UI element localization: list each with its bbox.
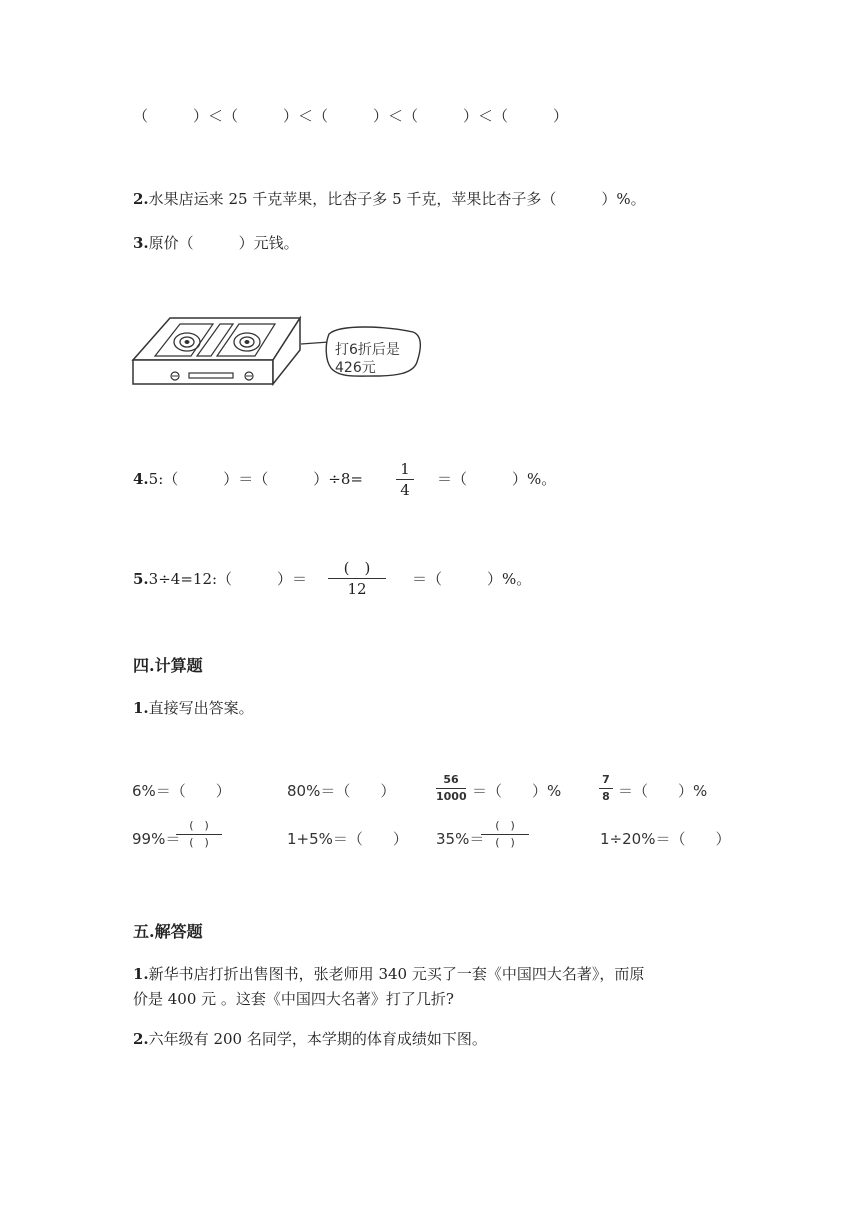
question-text: 水果店运来 25 千克苹果，比杏子多 5 千克，苹果比杏子多（ ）%。	[148, 190, 646, 208]
fraction-blank	[176, 820, 222, 849]
question-number: 1.	[133, 699, 149, 717]
question-number: 4.	[133, 470, 149, 488]
answer-question-2	[133, 1028, 487, 1049]
fraction-numerator: ( )	[343, 559, 371, 577]
fraction-denominator: ( )	[495, 836, 515, 849]
calc-item: 80%＝（ ）	[287, 782, 396, 800]
order-blanks-line: （ ）＜（ ）＜（ ）＜（ ）＜（ ）	[133, 107, 569, 125]
calc-item-head: 99%＝	[132, 830, 181, 848]
fraction-56-over-1000	[436, 774, 466, 803]
fraction-denominator: 1000	[436, 790, 467, 803]
price-tag-line-2: 426元	[335, 360, 376, 376]
fraction-denominator: 12	[347, 580, 367, 598]
question-4	[133, 468, 363, 489]
answer-question-1-line-2: 价是 400 元 。这套《中国四大名著》打了几折?	[133, 990, 454, 1008]
question-number: 1.	[133, 965, 149, 983]
question-2	[133, 188, 646, 209]
fraction-numerator: 1	[400, 460, 410, 478]
question-text-part1: 5:（ ）＝（ ）÷8=	[148, 470, 363, 488]
fraction-denominator: 4	[400, 481, 410, 499]
fraction-numerator: ( )	[189, 819, 209, 832]
calc-item-head: 35%＝	[436, 830, 485, 848]
calc-item-tail: ＝（ ）%	[618, 782, 708, 800]
fraction-numerator: 56	[443, 773, 459, 786]
fraction-denominator: ( )	[189, 836, 209, 849]
fraction-numerator: ( )	[495, 819, 515, 832]
question-number: 3.	[133, 234, 149, 252]
question-text: 六年级有 200 名同学，本学期的体育成绩如下图。	[148, 1030, 487, 1048]
calc-item-tail: ＝（ ）%	[472, 782, 562, 800]
question-text-part1: 3÷4=12:（ ）＝	[148, 570, 308, 588]
question-number: 5.	[133, 570, 149, 588]
question-number: 2.	[133, 1030, 149, 1048]
price-tag-line-1: 打6折后是	[335, 342, 400, 358]
fraction-blank	[481, 820, 529, 849]
question-text: 直接写出答案。	[148, 699, 254, 717]
question-3	[133, 232, 299, 253]
calc-item: 1+5%＝（ ）	[287, 830, 408, 848]
fraction-numerator: 7	[602, 773, 610, 786]
fraction-blank-over-12	[328, 560, 386, 597]
calc-question-1	[133, 697, 254, 718]
question-text: 新华书店打折出售图书，张老师用 340 元买了一套《中国四大名著》，而原	[148, 965, 645, 983]
section-title: 五.解答题	[133, 922, 203, 941]
answer-question-1-line-1	[133, 963, 644, 984]
question-5-tail: ＝（ ）%。	[412, 570, 532, 588]
fraction-7-over-8	[599, 774, 613, 803]
question-text: 原价（ ）元钱。	[148, 234, 299, 252]
fraction-one-quarter	[396, 461, 414, 498]
calc-item: 6%＝（ ）	[132, 782, 231, 800]
question-4-tail: ＝（ ）%。	[437, 470, 557, 488]
fraction-denominator: 8	[602, 790, 610, 803]
question-5	[133, 568, 307, 589]
gas-stove-illustration	[125, 310, 425, 390]
question-number: 2.	[133, 190, 149, 208]
section-title: 四.计算题	[133, 656, 203, 675]
calc-item: 1÷20%＝（ ）	[600, 830, 731, 848]
